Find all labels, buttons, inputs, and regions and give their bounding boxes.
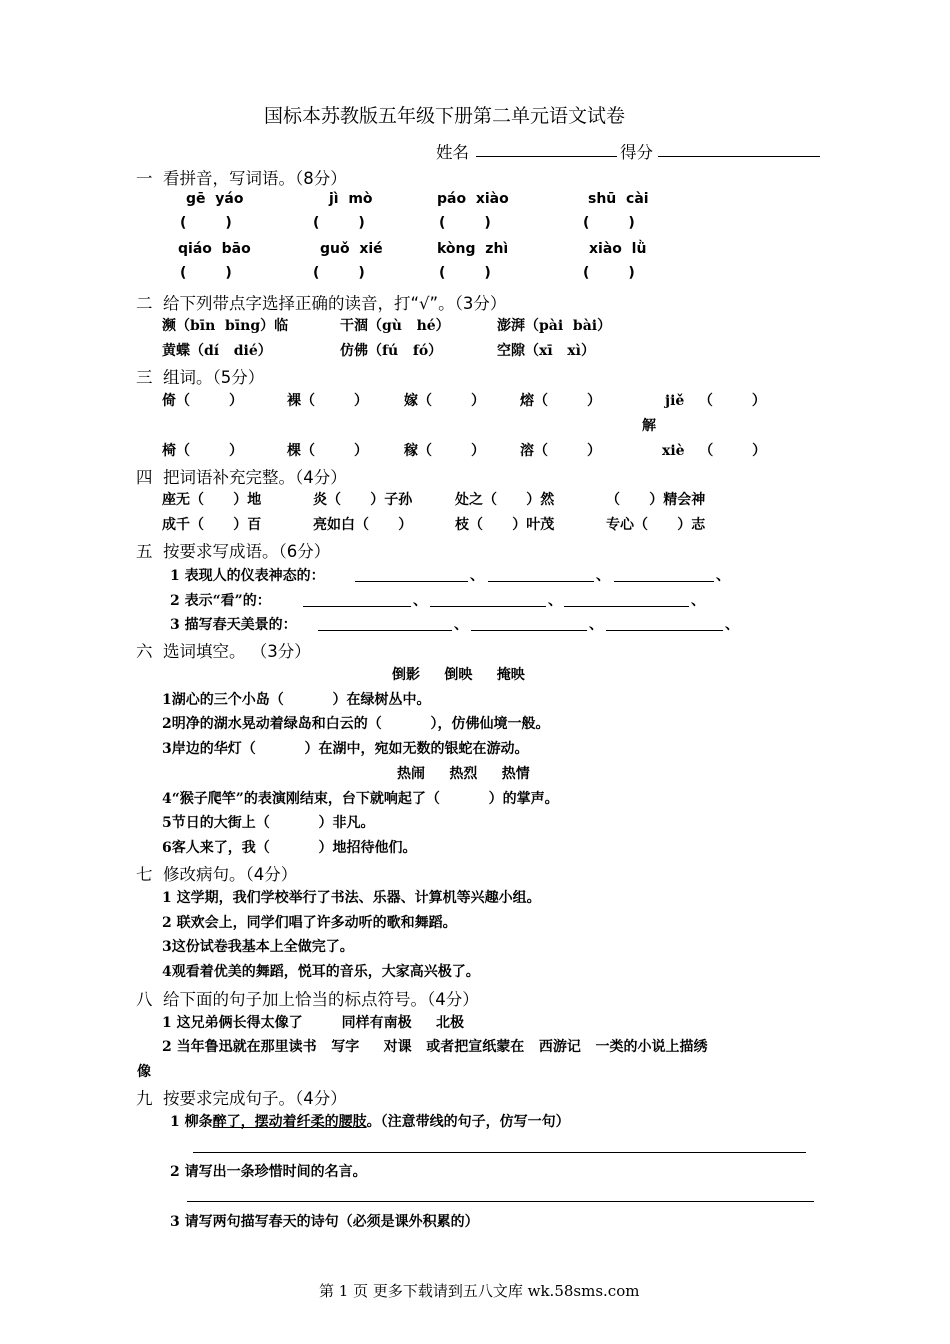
idiom-item[interactable]: 亮如白（ ） [313, 517, 413, 533]
sentence-task-2: 2 请写出一条珍惜时间的名言。 [170, 1164, 367, 1180]
page-footer: 第 1 页 更多下载请到五八文库 wk.58sms.com [319, 1282, 640, 1300]
answer-line[interactable] [564, 606, 689, 607]
word-group-item[interactable]: 裸（ ） [287, 393, 368, 409]
answer-paren[interactable]: ( ) [583, 215, 635, 231]
sentence-task-1-suffix: 。（注意带线的句子，仿写一句） [366, 1114, 570, 1130]
reading-choice[interactable]: 濒（bīn bīng）临 [162, 318, 289, 334]
separator: 、 [589, 617, 603, 633]
section-1-heading: 一 看拼音，写词语。（8分） [136, 169, 347, 188]
separator: 、 [413, 593, 427, 609]
punctuation-sentence-2[interactable]: 2 当年鲁迅就在那里读书 写字 对课 或者把宣纸蒙在 西游记 一类的小说上描绣 [162, 1039, 708, 1055]
idiom-item[interactable]: 炎（ ）子孙 [313, 492, 413, 508]
section-6-heading: 六 选词填空。 （3分） [136, 642, 311, 661]
pinyin-5: qiáo bāo [178, 241, 251, 257]
word-group-item[interactable]: 稼（ ） [404, 443, 485, 459]
answer-line[interactable] [471, 630, 587, 631]
pinyin-7: kòng zhì [437, 241, 509, 257]
pinyin-3: páo xiào [437, 191, 509, 207]
answer-line[interactable] [430, 606, 546, 607]
pinyin-1: gē yáo [186, 191, 244, 207]
reading-choice[interactable]: 黄蝶（dí dié） [162, 343, 272, 359]
punctuation-sentence-1[interactable]: 1 这兄弟俩长得太像了 同样有南极 北极 [162, 1015, 464, 1031]
separator: 、 [470, 568, 484, 584]
sentence-task-1-prefix: 1 柳条 [170, 1114, 213, 1130]
name-field[interactable] [476, 156, 617, 157]
faulty-sentence: 1 这学期，我们学校举行了书法、乐器、计算机等兴趣小组。 [162, 890, 541, 906]
idiom-question-3: 3 描写春天美景的： [170, 617, 297, 633]
underlined-phrase: 醉了，摆动着纤柔的腰肢 [212, 1114, 367, 1130]
pinyin-8: xiào lǜ [589, 241, 647, 257]
jie-reading-2[interactable]: xiè （ ） [662, 443, 767, 459]
answer-line[interactable] [355, 581, 468, 582]
fill-sentence[interactable]: 5节日的大街上（ ）非凡。 [162, 815, 375, 831]
score-label: 得分 [620, 143, 653, 162]
jie-reading-1[interactable]: jiě （ ） [665, 393, 766, 409]
answer-line[interactable] [187, 1201, 814, 1202]
section-4-heading: 四 把词语补充完整。（4分） [136, 468, 347, 487]
reading-choice[interactable]: 仿佛（fú fó） [340, 343, 443, 359]
fill-sentence[interactable]: 4“猴子爬竿”的表演刚结束，台下就响起了（ ）的掌声。 [162, 791, 559, 807]
separator: 、 [716, 568, 730, 584]
answer-paren[interactable]: ( ) [439, 265, 491, 281]
word-group-item[interactable]: 溶（ ） [520, 443, 601, 459]
pinyin-2: jì mò [329, 191, 373, 207]
idiom-question-1: 1 表现人的仪表神态的： [170, 568, 325, 584]
section-9-heading: 九 按要求完成句子。（4分） [136, 1089, 347, 1108]
jie-character: 解 [642, 418, 656, 434]
word-group-item[interactable]: 嫁（ ） [404, 393, 485, 409]
separator: 、 [691, 593, 705, 609]
word-group-item[interactable]: 倚（ ） [162, 393, 243, 409]
pinyin-6: guǒ xié [320, 241, 383, 257]
separator: 、 [725, 617, 739, 633]
page-title: 国标本苏教版五年级下册第二单元语文试卷 [264, 105, 626, 127]
word-choices-2: 热闹 热烈 热情 [397, 766, 530, 782]
word-group-item[interactable]: 棵（ ） [287, 443, 368, 459]
fill-sentence[interactable]: 2明净的湖水晃动着绿岛和白云的（ ），仿佛仙境一般。 [162, 716, 550, 732]
answer-paren[interactable]: ( ) [313, 265, 365, 281]
answer-paren[interactable]: ( ) [180, 215, 232, 231]
sentence-task-1 [170, 1111, 570, 1131]
punctuation-sentence-2-cont: 像 [137, 1064, 151, 1080]
idiom-item[interactable]: 专心（ ）志 [606, 517, 706, 533]
faulty-sentence: 3这份试卷我基本上全做完了。 [162, 939, 354, 955]
idiom-item[interactable]: 成千（ ）百 [162, 517, 262, 533]
fill-sentence[interactable]: 6客人来了，我（ ）地招待他们。 [162, 840, 417, 856]
idiom-item[interactable]: 枝（ ）叶茂 [455, 517, 555, 533]
answer-paren[interactable]: ( ) [439, 215, 491, 231]
answer-paren[interactable]: ( ) [180, 265, 232, 281]
fill-sentence[interactable]: 1湖心的三个小岛（ ）在绿树丛中。 [162, 692, 431, 708]
faulty-sentence: 2 联欢会上，同学们唱了许多动听的歌和舞蹈。 [162, 915, 457, 931]
answer-line[interactable] [193, 1152, 806, 1153]
reading-choice[interactable]: 澎湃（pài bài） [497, 318, 612, 334]
faulty-sentence: 4观看着优美的舞蹈，悦耳的音乐，大家高兴极了。 [162, 964, 480, 980]
reading-choice[interactable]: 空隙（xī xì） [497, 343, 595, 359]
separator: 、 [454, 617, 468, 633]
answer-line[interactable] [303, 606, 411, 607]
idiom-item[interactable]: （ ）精会神 [606, 492, 706, 508]
sentence-task-3: 3 请写两句描写春天的诗句（必须是课外积累的） [170, 1214, 479, 1230]
section-8-heading: 八 给下面的句子加上恰当的标点符号。（4分） [136, 990, 479, 1009]
word-choices-1: 倒影 倒映 掩映 [392, 667, 525, 683]
score-field[interactable] [658, 156, 820, 157]
word-group-item[interactable]: 熔（ ） [520, 393, 601, 409]
section-2-heading: 二 给下列带点字选择正确的读音，打“√”。（3分） [136, 294, 507, 313]
section-3-heading: 三 组词。（5分） [136, 368, 265, 387]
answer-line[interactable] [488, 581, 594, 582]
name-label: 姓名 [436, 143, 469, 162]
separator: 、 [596, 568, 610, 584]
answer-paren[interactable]: ( ) [583, 265, 635, 281]
answer-line[interactable] [318, 630, 452, 631]
fill-sentence[interactable]: 3岸边的华灯（ ）在湖中，宛如无数的银蛇在游动。 [162, 741, 529, 757]
idiom-question-2: 2 表示“看”的： [170, 593, 271, 609]
word-group-item[interactable]: 椅（ ） [162, 443, 243, 459]
answer-line[interactable] [606, 630, 723, 631]
separator: 、 [548, 593, 562, 609]
answer-paren[interactable]: ( ) [313, 215, 365, 231]
idiom-item[interactable]: 座无（ ）地 [162, 492, 262, 508]
section-5-heading: 五 按要求写成语。（6分） [136, 542, 331, 561]
idiom-item[interactable]: 处之（ ）然 [455, 492, 555, 508]
pinyin-4: shū cài [588, 191, 649, 207]
section-7-heading: 七 修改病句。（4分） [136, 865, 298, 884]
answer-line[interactable] [614, 581, 714, 582]
reading-choice[interactable]: 干涸（gù hé） [340, 318, 450, 334]
